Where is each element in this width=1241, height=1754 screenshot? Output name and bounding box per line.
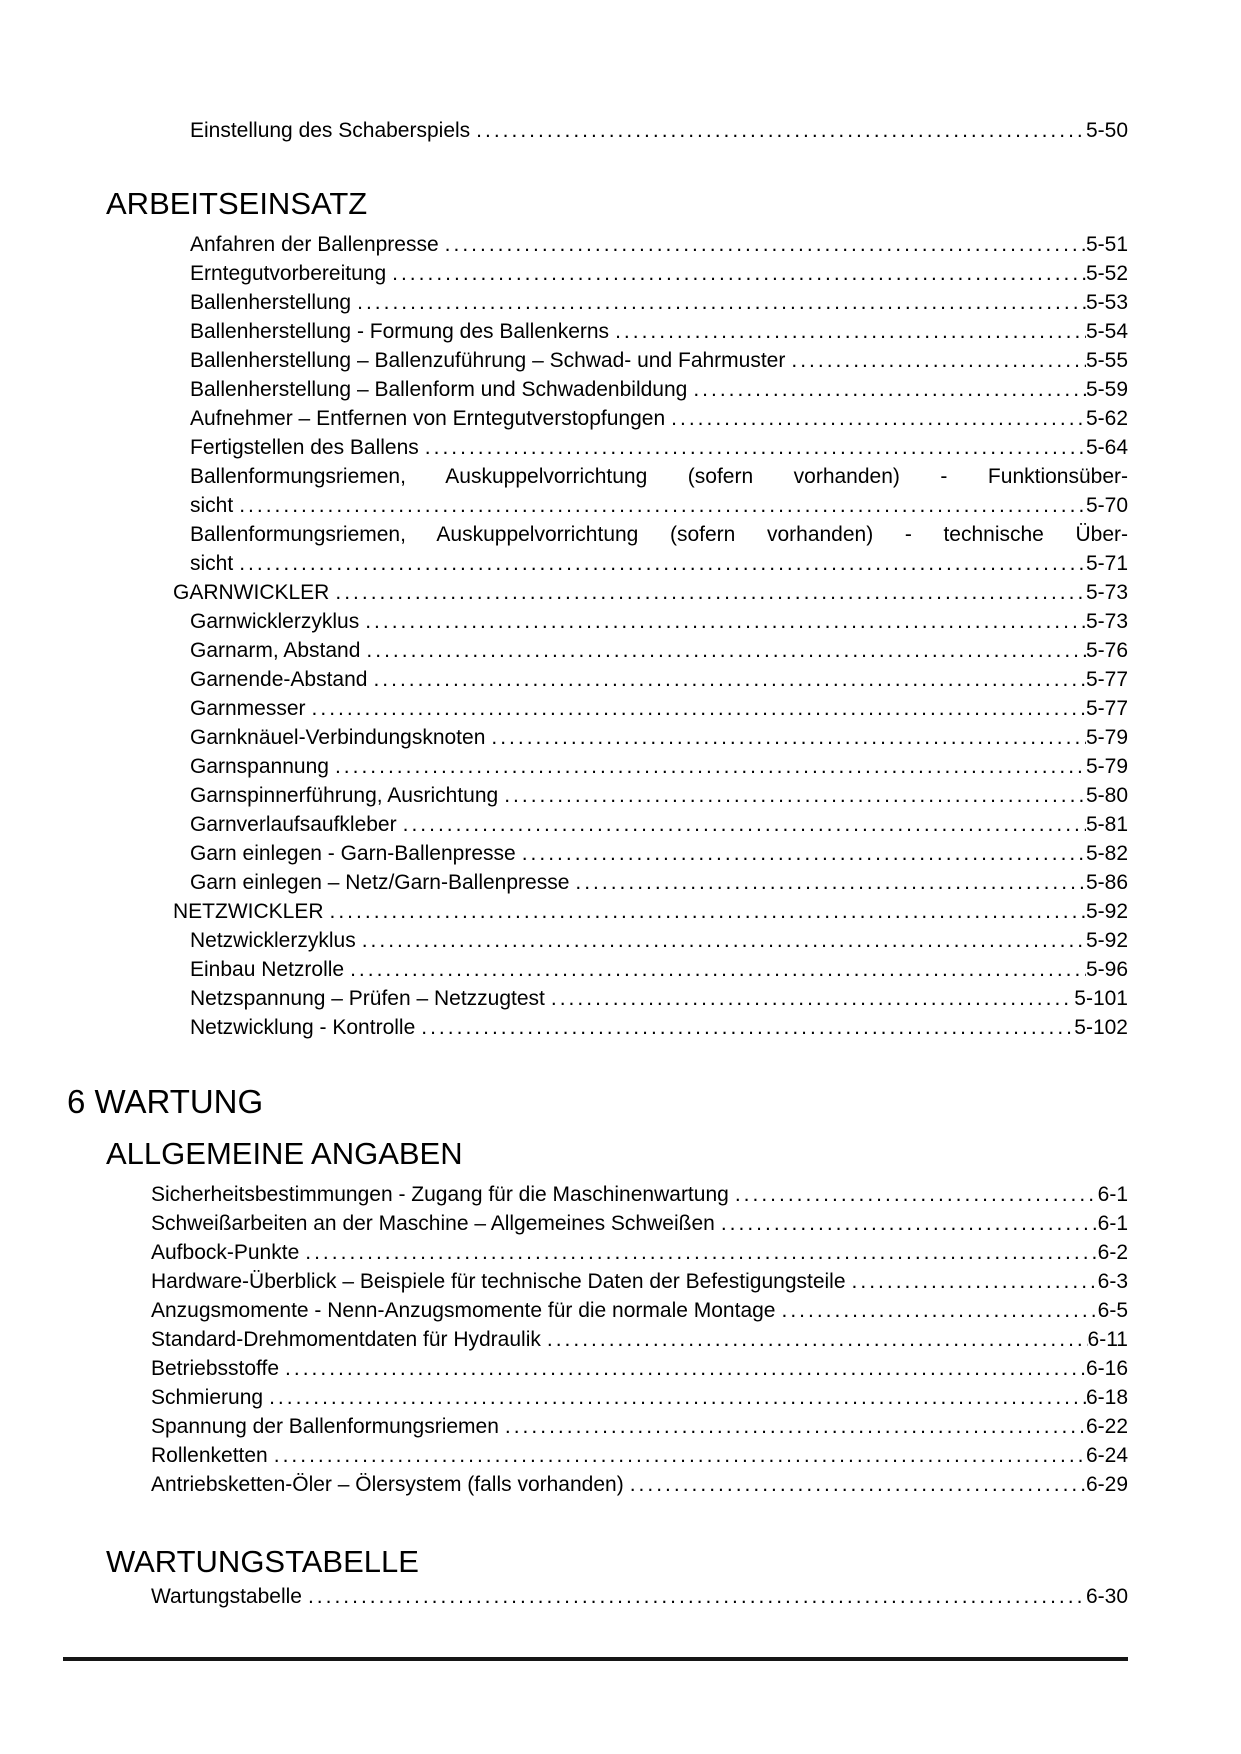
toc-entry-row xyxy=(0,1325,1241,1354)
toc-entry-row xyxy=(0,491,1241,520)
dot-leader xyxy=(233,549,1086,578)
page-number: 5-77 xyxy=(1085,668,1128,691)
toc-entry-row xyxy=(0,1441,1241,1470)
entry-label: Anfahren der Ballenpresse xyxy=(190,233,439,256)
toc-entry-row xyxy=(0,317,1241,346)
page-number: 6-22 xyxy=(1085,1415,1128,1438)
dot-leader xyxy=(415,1013,1074,1042)
entry-label: Ballenherstellung – Ballenzuführung – Schwad- und Fahrmuster xyxy=(190,349,786,372)
dot-leader xyxy=(329,578,1086,607)
page-number: 5-50 xyxy=(1085,119,1128,142)
page-number: 5-79 xyxy=(1085,755,1128,778)
page-number: 6-3 xyxy=(1097,1270,1128,1293)
dot-leader xyxy=(360,636,1086,665)
toc-entry-row xyxy=(0,955,1241,984)
entry-label: Netzwicklung - Kontrolle xyxy=(190,1016,416,1039)
page-number: 6-1 xyxy=(1097,1212,1128,1235)
toc-entry-row xyxy=(0,1209,1241,1238)
entry-label: Aufnehmer – Entfernen von Erntegutverstopfungen xyxy=(190,407,666,430)
toc-block xyxy=(0,1082,1241,1122)
toc-entry-row xyxy=(0,346,1241,375)
page-number: 6-30 xyxy=(1085,1585,1128,1608)
toc-entry-row xyxy=(0,549,1241,578)
page-number: 6-24 xyxy=(1085,1444,1128,1467)
entry-label: Garnknäuel-Verbindungsknoten xyxy=(190,726,486,749)
toc-entry-row xyxy=(0,607,1241,636)
page-number: 6-16 xyxy=(1085,1357,1128,1380)
section-heading: ALLGEMEINE ANGABEN xyxy=(106,1136,463,1171)
dot-leader xyxy=(516,839,1086,868)
entry-label: Ballenherstellung xyxy=(190,291,352,314)
entry-label: GARNWICKLER xyxy=(173,581,330,604)
entry-label: Erntegutvorbereitung xyxy=(190,262,387,285)
toc-entry-row xyxy=(0,665,1241,694)
section-heading: ARBEITSEINSATZ xyxy=(106,186,368,221)
toc-block xyxy=(0,1544,1241,1611)
toc-entry-row xyxy=(0,1582,1241,1611)
page-number: 5-71 xyxy=(1085,552,1128,575)
dot-leader xyxy=(715,1209,1098,1238)
entry-label: Garn einlegen - Garn-Ballenpresse xyxy=(190,842,516,865)
page-number: 6-11 xyxy=(1087,1328,1128,1351)
entry-label-line1: Ballenformungsriemen, Auskuppelvorrichtung (sofern vorhanden) - Funktionsüber- xyxy=(190,465,1128,488)
page-number: 5-54 xyxy=(1085,320,1128,343)
toc-entry-row xyxy=(0,781,1241,810)
entry-label: Sicherheitsbestimmungen - Zugang für die Maschinenwartung xyxy=(151,1183,729,1206)
entry-label: Anzugsmomente - Nenn-Anzugsmomente für die normale Montage xyxy=(151,1299,776,1322)
entry-label: Einbau Netzrolle xyxy=(190,958,345,981)
toc-entry-row xyxy=(0,1013,1241,1042)
dot-leader xyxy=(397,810,1086,839)
dot-leader xyxy=(302,1582,1086,1611)
entry-label: Fertigstellen des Ballens xyxy=(190,436,419,459)
dot-leader xyxy=(268,1441,1086,1470)
dot-leader xyxy=(498,781,1086,810)
page-number: 6-18 xyxy=(1085,1386,1128,1409)
page-number: 5-77 xyxy=(1085,697,1128,720)
dot-leader xyxy=(541,1325,1088,1354)
page-number: 5-101 xyxy=(1074,987,1128,1010)
entry-label: Garnmesser xyxy=(190,697,306,720)
toc-entry-row xyxy=(0,1180,1241,1209)
entry-label: Standard-Drehmomentdaten für Hydraulik xyxy=(151,1328,541,1351)
dot-leader xyxy=(665,404,1086,433)
entry-label: Garnarm, Abstand xyxy=(190,639,361,662)
entry-label: sicht xyxy=(190,494,234,517)
entry-label: Ballenherstellung - Formung des Ballenkerns xyxy=(190,320,610,343)
toc-entry-row xyxy=(0,1267,1241,1296)
toc-entry-row xyxy=(0,984,1241,1013)
toc-entry-row xyxy=(0,375,1241,404)
entry-label: Einstellung des Schaberspiels xyxy=(190,119,471,142)
toc-entry-row xyxy=(0,723,1241,752)
toc-entry-row xyxy=(0,1383,1241,1412)
toc-entry-row xyxy=(0,897,1241,926)
page-number: 5-81 xyxy=(1085,813,1128,836)
toc-block xyxy=(0,186,1241,1042)
entry-label-line1: Ballenformungsriemen, Auskuppelvorrichtung (sofern vorhanden) - technische Über- xyxy=(190,523,1128,546)
entry-label: Netzwicklerzyklus xyxy=(190,929,356,952)
toc-entry-row xyxy=(0,810,1241,839)
entry-label: Garnverlaufsaufkleber xyxy=(190,813,397,836)
dot-leader xyxy=(729,1180,1098,1209)
toc-entry-row xyxy=(0,116,1241,145)
dot-leader xyxy=(687,375,1086,404)
page-number: 6-29 xyxy=(1085,1473,1128,1496)
page-number: 5-51 xyxy=(1085,233,1128,256)
toc-entry-row xyxy=(0,1238,1241,1267)
entry-label: Rollenketten xyxy=(151,1444,268,1467)
dot-leader xyxy=(785,346,1086,375)
dot-leader xyxy=(485,723,1086,752)
page-number: 5-62 xyxy=(1085,407,1128,430)
page-number: 5-96 xyxy=(1085,958,1128,981)
page-number: 5-92 xyxy=(1085,900,1128,923)
toc-entry-row xyxy=(0,288,1241,317)
dot-leader xyxy=(359,607,1086,636)
page-number: 5-79 xyxy=(1085,726,1128,749)
page-number: 5-55 xyxy=(1085,349,1128,372)
entry-label: Hardware-Überblick – Beispiele für technische Daten der Befestigungsteile xyxy=(151,1270,846,1293)
entry-label: Antriebsketten-Öler – Ölersystem (falls vorhanden) xyxy=(151,1473,624,1496)
entry-label: Netzspannung – Prüfen – Netzzugtest xyxy=(190,987,545,1010)
page-number: 5-102 xyxy=(1074,1016,1128,1039)
dot-leader xyxy=(775,1296,1097,1325)
entry-label: sicht xyxy=(190,552,234,575)
entry-label: Betriebsstoffe xyxy=(151,1357,280,1380)
section-heading: WARTUNGSTABELLE xyxy=(106,1544,419,1579)
dot-leader xyxy=(609,317,1086,346)
dot-leader xyxy=(624,1470,1086,1499)
entry-label: Garnspannung xyxy=(190,755,329,778)
page-number: 5-64 xyxy=(1085,436,1128,459)
dot-leader xyxy=(324,897,1086,926)
dot-leader xyxy=(344,955,1086,984)
toc-block xyxy=(0,116,1241,145)
chapter-heading: 6 WARTUNG xyxy=(67,1083,264,1120)
toc-entry-row xyxy=(0,1412,1241,1441)
dot-leader xyxy=(263,1383,1086,1412)
footer-rule xyxy=(63,1657,1128,1661)
toc-entry-row xyxy=(0,1470,1241,1499)
entry-label: Schweißarbeiten an der Maschine – Allgemeines Schweißen xyxy=(151,1212,715,1235)
page-number: 5-53 xyxy=(1085,291,1128,314)
page-number: 5-73 xyxy=(1085,610,1128,633)
toc-entry-row xyxy=(0,1296,1241,1325)
dot-leader xyxy=(499,1412,1086,1441)
page-number: 5-82 xyxy=(1085,842,1128,865)
dot-leader xyxy=(351,288,1086,317)
dot-leader xyxy=(233,491,1086,520)
toc-entry-row xyxy=(0,752,1241,781)
entry-label: Ballenherstellung – Ballenform und Schwadenbildung xyxy=(190,378,688,401)
dot-leader xyxy=(279,1354,1086,1383)
dot-leader xyxy=(419,433,1086,462)
dot-leader xyxy=(306,694,1086,723)
page-number: 5-76 xyxy=(1085,639,1128,662)
page-number: 6-5 xyxy=(1097,1299,1128,1322)
entry-label: Aufbock-Punkte xyxy=(151,1241,300,1264)
toc-entry-row xyxy=(0,694,1241,723)
dot-leader xyxy=(386,259,1086,288)
toc-entry-row xyxy=(0,259,1241,288)
entry-label: Spannung der Ballenformungsriemen xyxy=(151,1415,499,1438)
dot-leader xyxy=(329,752,1086,781)
entry-label: Schmierung xyxy=(151,1386,264,1409)
page-number: 5-92 xyxy=(1085,929,1128,952)
dot-leader xyxy=(439,230,1086,259)
dot-leader xyxy=(470,116,1086,145)
toc-entry-row xyxy=(0,578,1241,607)
dot-leader xyxy=(367,665,1086,694)
entry-label: NETZWICKLER xyxy=(173,900,324,923)
page-number: 5-86 xyxy=(1085,871,1128,894)
entry-label: Garnspinnerführung, Ausrichtung xyxy=(190,784,499,807)
entry-label: Garnwicklerzyklus xyxy=(190,610,360,633)
page-number: 6-1 xyxy=(1097,1183,1128,1206)
page-number: 5-59 xyxy=(1085,378,1128,401)
toc-entry-wrapped xyxy=(0,520,1241,578)
page-number: 5-80 xyxy=(1085,784,1128,807)
page-number: 5-73 xyxy=(1085,581,1128,604)
dot-leader xyxy=(569,868,1086,897)
toc-entry-wrapped xyxy=(0,462,1241,520)
toc-entry-row xyxy=(0,839,1241,868)
toc-block xyxy=(0,1136,1241,1499)
toc-entry-row xyxy=(0,433,1241,462)
toc-entry-row xyxy=(0,404,1241,433)
dot-leader xyxy=(545,984,1074,1013)
toc-entry-row xyxy=(0,868,1241,897)
toc-entry-row xyxy=(0,636,1241,665)
toc-entry-row xyxy=(0,230,1241,259)
dot-leader xyxy=(356,926,1086,955)
entry-label: Garn einlegen – Netz/Garn-Ballenpresse xyxy=(190,871,570,894)
page-number: 5-70 xyxy=(1085,494,1128,517)
toc-entry-row xyxy=(0,1354,1241,1383)
entry-label: Garnende-Abstand xyxy=(190,668,368,691)
dot-leader xyxy=(846,1267,1098,1296)
page-number: 5-52 xyxy=(1085,262,1128,285)
toc-entry-row xyxy=(0,926,1241,955)
page-number: 6-2 xyxy=(1097,1241,1128,1264)
dot-leader xyxy=(299,1238,1097,1267)
entry-label: Wartungstabelle xyxy=(151,1585,302,1608)
